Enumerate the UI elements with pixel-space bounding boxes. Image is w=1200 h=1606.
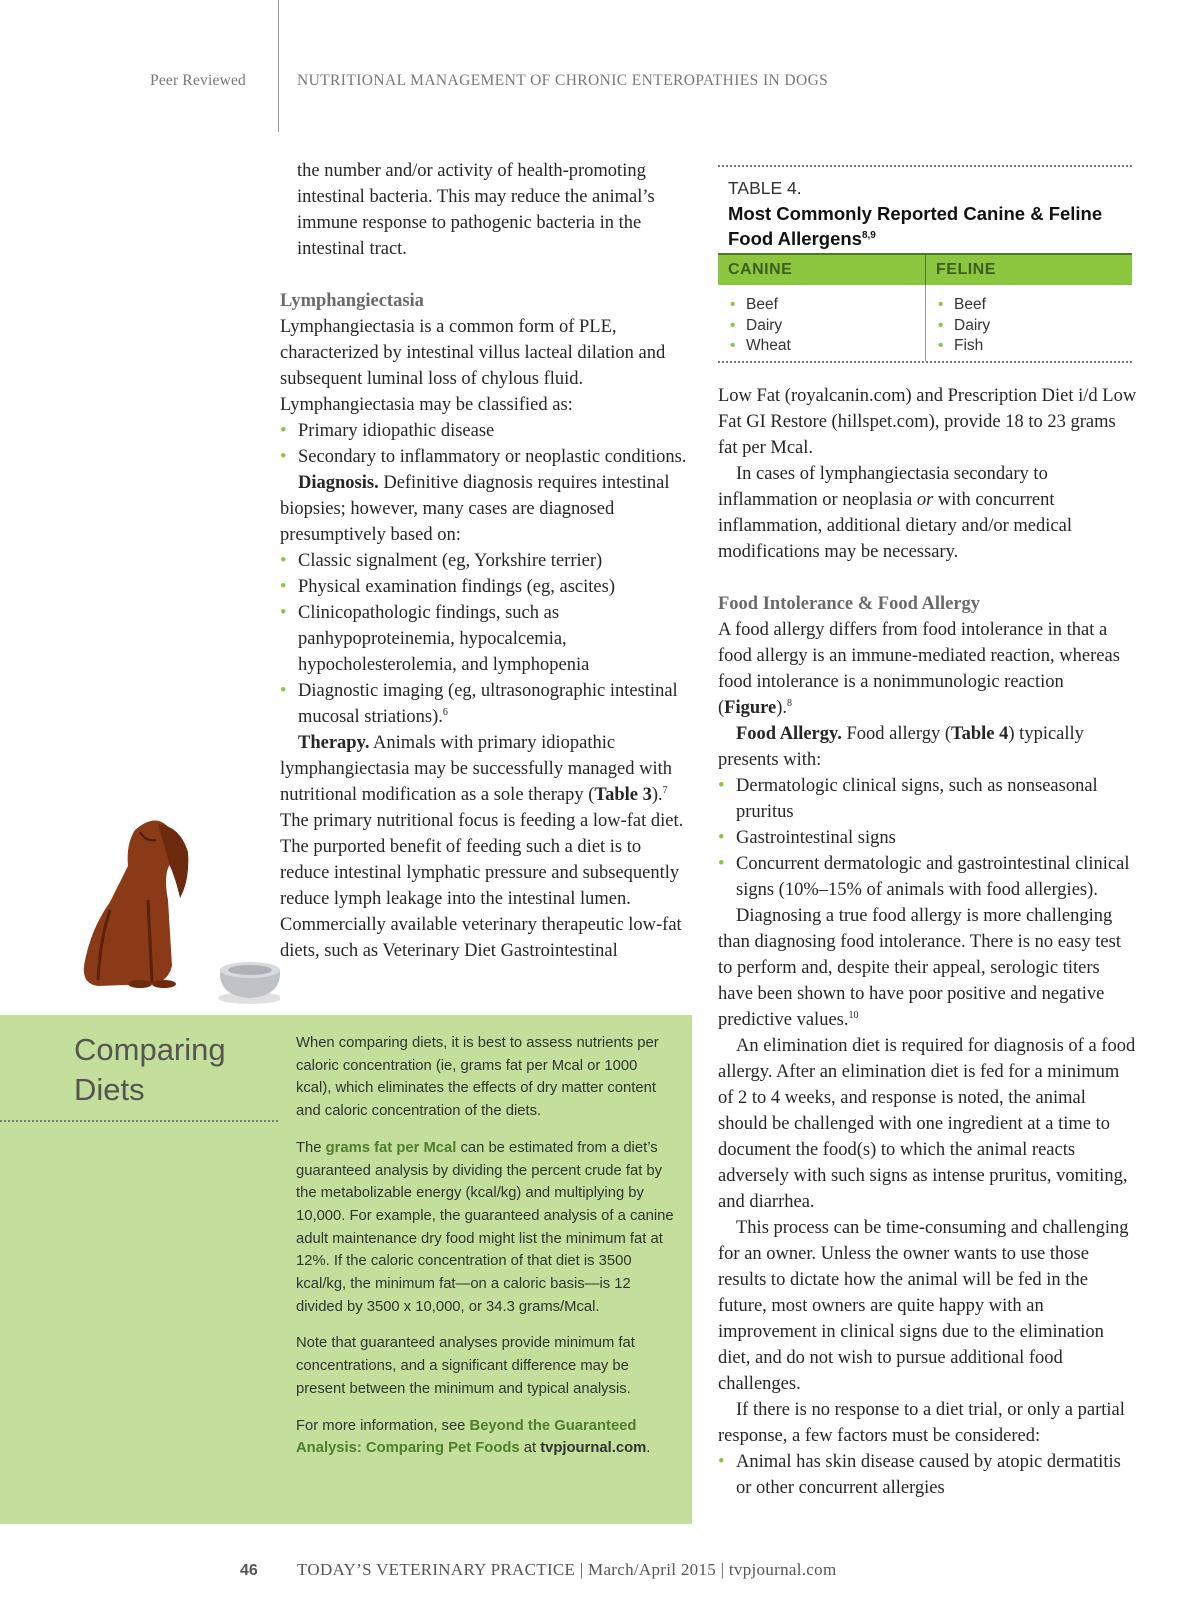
paragraph: Diagnosing a true food allergy is more challenging than diagnosing food intolerance. There is no easy test to perform and, despite their appeal, serologic titers have been shown to have poor positive and negative predictive values.$^{10}$ <box>718 906 1121 1030</box>
paragraph: An elimination diet is required for diagnosis of a food allergy. After an elimination diet is fed for a minimum of 2 to 4 weeks, and response is noted, the animal should be challenged with one ingredient at a time to document the food(s) to which the animal reacts adversely with such signs as intense pruritus, vomiting, and diarrhea. <box>718 1036 1136 1212</box>
list-item: • Physical examination findings (eg, ascites) <box>280 574 695 600</box>
figure-reference: Figure <box>724 698 777 718</box>
table-title: Most Commonly Reported Canine & Feline Food Allergens$^{8,9}$ <box>728 203 1103 249</box>
column-header-feline: FELINE <box>925 255 1132 285</box>
list-item: • Classic signalment (eg, Yorkshire terrier) <box>280 548 695 574</box>
sidebar-title: Comparing Diets <box>74 1032 226 1107</box>
right-column <box>718 383 1138 1501</box>
factors-list <box>718 1449 1138 1501</box>
continued-paragraph: the number and/or activity of health-promoting intestinal bacteria. This may reduce the animal’s immune response to pathogenic bacteria in the intestinal tract. <box>297 161 655 259</box>
food-allergy-label: Food Allergy. <box>736 724 842 744</box>
table-reference: Table 3 <box>594 785 652 805</box>
diagnosis-label: Diagnosis. <box>298 473 379 493</box>
section-label: Peer Reviewed <box>150 72 246 89</box>
table-cell: • Dairy <box>938 316 1120 337</box>
table-header-row <box>718 253 1132 285</box>
list-item: • Secondary to inflammatory or neoplastic conditions. <box>280 444 695 470</box>
paragraph: This process can be time-consuming and challenging for an owner. Unless the owner wants to use those results to dictate how the animal will be fed in the future, most owners are quite happy with an improvement in clinical signs due to the elimination diet, and do not wish to pursue additional food challenges. <box>718 1218 1129 1394</box>
table-cell: • Dairy <box>730 316 913 337</box>
column-header-canine: CANINE <box>728 261 793 278</box>
paragraph: Low Fat (royalcanin.com) and Prescription Diet i/d Low Fat GI Restore (hillspet.com), provide 18 to 23 grams fat per Mcal. <box>718 386 1137 458</box>
table-cell: • Wheat <box>730 336 913 357</box>
paragraph: In cases of lymphangiectasia secondary to inflammation or neoplasia or with concurrent inflammation, additional dietary and/or medical modifications may be necessary. <box>718 464 1072 562</box>
publication-footer: TODAY’S VETERINARY PRACTICE | March/April 2015 | tvpjournal.com <box>297 1560 837 1579</box>
left-column <box>280 158 695 964</box>
classification-list <box>280 418 695 470</box>
table-body <box>718 285 1132 363</box>
list-item: • Diagnostic imaging (eg, ultrasonographic intestinal mucosal striations).$^6$ <box>280 678 695 730</box>
signs-list <box>718 773 1138 903</box>
citation: 8 <box>787 697 793 709</box>
paragraph: A food allergy differs from food intolerance in that a food allergy is an immune-mediated reaction, whereas food intolerance is a nonimmunologic reaction (Figure).$^8$ <box>718 620 1120 718</box>
paragraph: If there is no response to a diet trial, or only a partial response, a few factors must be considered: <box>718 1400 1125 1446</box>
sidebar-paragraph: The grams fat per Mcal can be estimated from a diet’s guaranteed analysis by dividing the percent crude fat by the metabolizable energy (kcal/kg) and multiplying by 10,000. For example, the guaranteed analysis of a canine adult maintenance dry food might list the minimum fat at 12%. If the caloric concentration of that diet is 3500 kcal/kg, the minimum fat—on a caloric basis—is 12 divided by 3500 x 10,000, or 34.3 grams/Mcal. <box>296 1139 674 1315</box>
therapy-label: Therapy. <box>298 733 370 753</box>
running-title: NUTRITIONAL MANAGEMENT OF CHRONIC ENTEROPATHIES IN DOGS <box>297 72 829 89</box>
dog-with-bowl-illustration <box>40 770 280 1010</box>
citation: 8,9 <box>861 229 876 241</box>
header-divider <box>278 0 279 132</box>
article-link[interactable]: Beyond the Guaranteed Analysis: Comparing Pet Foods <box>296 1417 637 1457</box>
table-cell: • Beef <box>730 295 913 316</box>
section-heading: Food Intolerance & Food Allergy <box>718 594 981 614</box>
list-item: • Clinicopathologic findings, such as panhypoproteinemia, hypocalcemia, hypocholesterolemia, and lymphopenia <box>280 600 695 678</box>
diagnosis-paragraph: Diagnosis. Definitive diagnosis requires intestinal biopsies; however, many cases are diagnosed presumptively based on: <box>280 473 670 545</box>
website-link[interactable]: tvpjournal.com <box>540 1440 647 1457</box>
sidebar-divider <box>0 1120 278 1122</box>
paragraph: Food Allergy. Food allergy (Table 4) typically presents with: <box>718 724 1084 770</box>
intro-paragraph: Lymphangiectasia is a common form of PLE, characterized by intestinal villus lacteal dilation and subsequent luminal loss of chylous fluid. Lymphangiectasia may be classified as: <box>280 317 666 415</box>
list-item: • Primary idiopathic disease <box>280 418 695 444</box>
diagnosis-list <box>280 548 695 730</box>
citation: 7 <box>662 784 668 796</box>
table-reference: Table 4 <box>950 724 1009 744</box>
table-cell: • Beef <box>938 295 1120 316</box>
sidebar-paragraph: When comparing diets, it is best to assess nutrients per caloric concentration (ie, grams fat per Mcal or 1000 kcal), which eliminates the effects of dry matter content and caloric concentration of the diets. <box>296 1035 659 1120</box>
canine-column <box>718 285 925 361</box>
feline-column <box>925 285 1132 361</box>
section-heading: Lymphangiectasia <box>280 291 424 311</box>
sidebar-text <box>296 1032 676 1474</box>
page-number: 46 <box>240 1562 258 1579</box>
list-item: • Gastrointestinal signs <box>718 825 1138 851</box>
table-cell: • Fish <box>938 336 1120 357</box>
table-top-rule <box>718 165 1132 167</box>
list-item: • Dermatologic clinical signs, such as nonseasonal pruritus <box>718 773 1138 825</box>
citation: 10 <box>848 1009 859 1021</box>
citation: 6 <box>442 706 448 718</box>
list-item: • Concurrent dermatologic and gastrointestinal clinical signs (10%–15% of animals with food allergies). <box>718 851 1138 903</box>
table-label: TABLE 4. <box>728 178 802 198</box>
therapy-paragraph: Therapy. Animals with primary idiopathic lymphangiectasia may be successfully managed with nutritional modification as a sole therapy (Table 3).$^7$ The primary nutritional focus is feeding a low-fat diet. The purported benefit of feeding such a diet is to reduce intestinal lymphatic pressure and subsequently reduce lymph leakage into the intestinal lumen. Commercially available veterinary therapeutic low-fat diets, such as Veterinary Diet Gastrointestinal <box>280 733 684 961</box>
sidebar-paragraph: For more information, see Beyond the Guaranteed Analysis: Comparing Pet Foods at tvpjournal.com. <box>296 1417 651 1457</box>
list-item: • Animal has skin disease caused by atopic dermatitis or other concurrent allergies <box>718 1449 1138 1501</box>
sidebar-paragraph: Note that guaranteed analyses provide minimum fat concentrations, and a significant difference may be present between the minimum and typical analysis. <box>296 1335 635 1397</box>
